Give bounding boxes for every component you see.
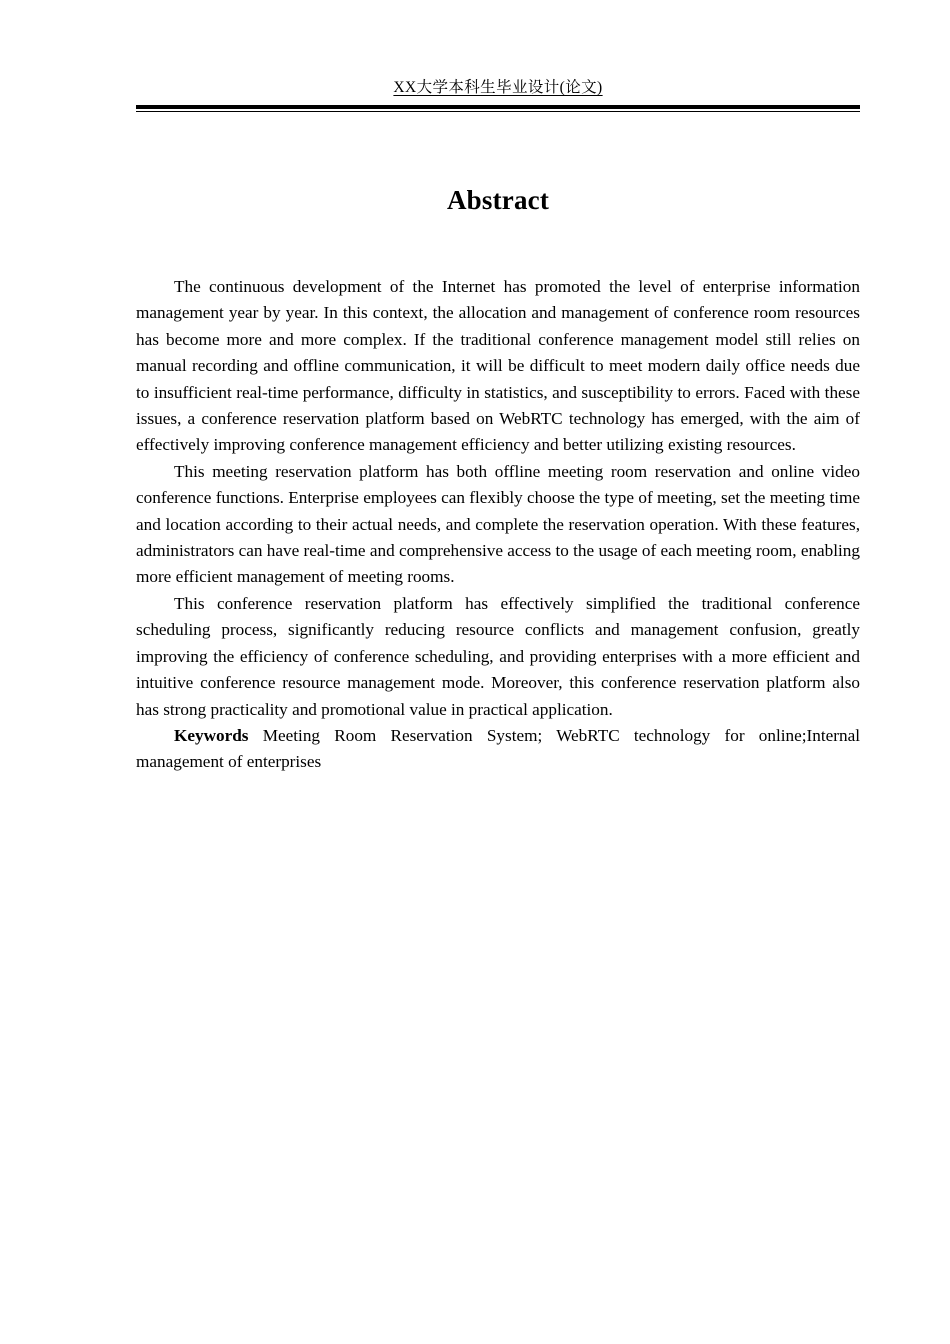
- keywords-value: Meeting Room Reservation System; WebRTC technology for online;Internal management of enterprises: [136, 725, 860, 772]
- page-header: [136, 78, 860, 98]
- abstract-paragraph-1: The continuous development of the Internet has promoted the level of enterprise information management year by year. In this context, the allocation and management of conference room resources has become more and more complex. If the traditional conference management model still relies on manual recording and offline communication, it will be difficult to meet modern daily office needs due to insufficient real-time performance, difficulty in statistics, and susceptibility to errors. Faced with these issues, a conference reservation platform based on WebRTC technology has emerged, with the aim of effectively improving conference management efficiency and better utilizing existing resources.: [136, 277, 860, 455]
- abstract-body: [136, 274, 860, 776]
- keywords-label: Keywords: [174, 725, 249, 745]
- running-header-title: XX大学本科生毕业设计(论文): [393, 79, 603, 96]
- header-rule-thin-line: [136, 111, 860, 112]
- keywords-line: [136, 723, 860, 776]
- abstract-paragraph-2: This meeting reservation platform has both offline meeting room reservation and online video conference functions. Enterprise employees can flexibly choose the type of meeting, set the meeting time and location according to their actual needs, and complete the reservation operation. With these features, administrators can have real-time and comprehensive access to the usage of each meeting room, enabling more efficient management of meeting rooms.: [136, 461, 860, 587]
- header-divider-rule: [136, 105, 860, 112]
- abstract-paragraph-3: This conference reservation platform has effectively simplified the traditional conference scheduling process, significantly reducing resource conflicts and management confusion, greatly improving the efficiency of conference scheduling, and providing enterprises with a more efficient and intuitive conference resource management mode. Moreover, this conference reservation platform also has strong practicality and promotional value in practical application.: [136, 593, 860, 719]
- page-title: Abstract: [446, 185, 550, 215]
- document-body: [136, 183, 860, 776]
